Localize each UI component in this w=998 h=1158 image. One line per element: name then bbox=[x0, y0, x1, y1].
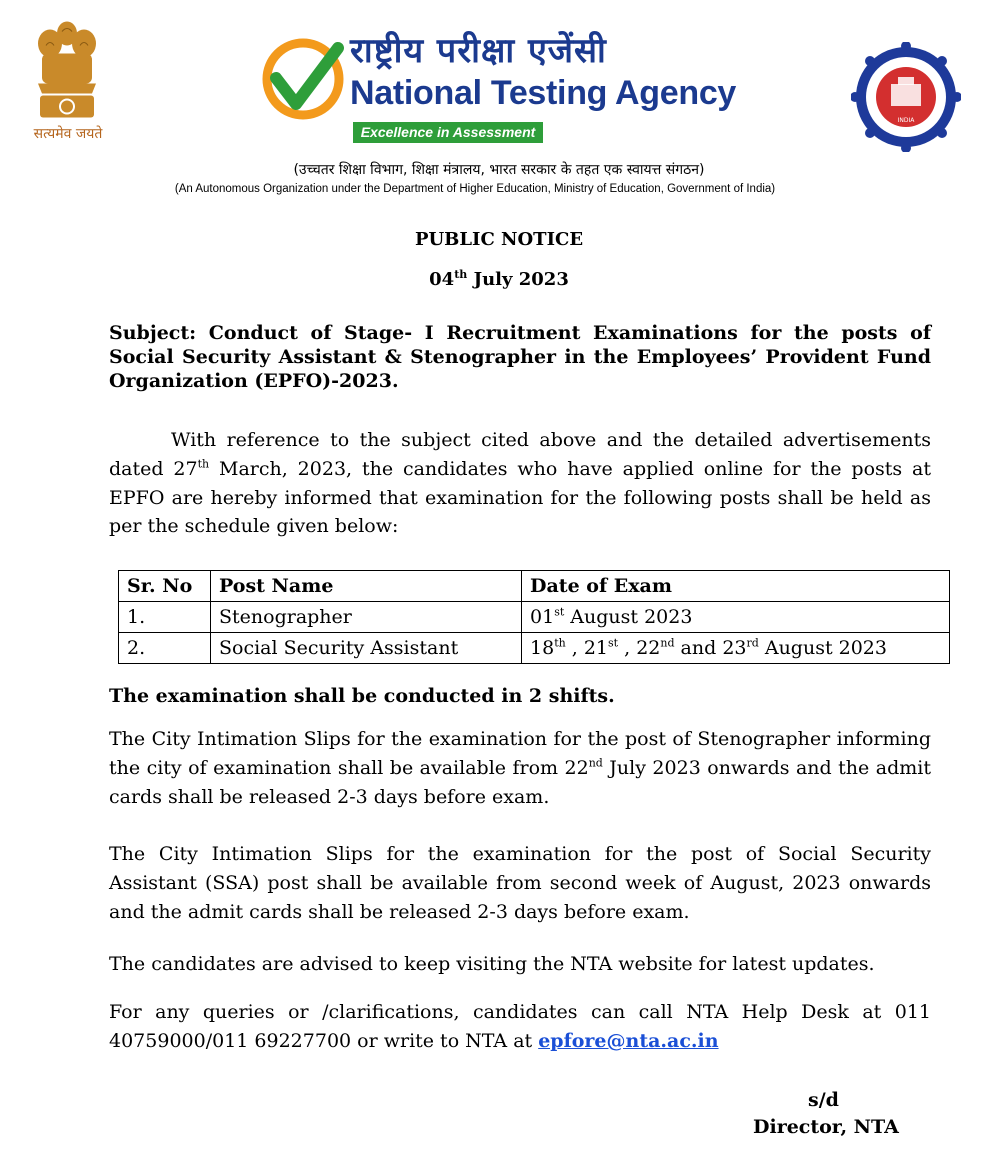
epfo-seal-icon bbox=[851, 42, 961, 152]
notice-subject: Subject: Conduct of Stage- I Recruitment Examinations for the posts of Social Security Assistant & Stenographer in the Employees’ Provident Fund Organization (EPFO)-2023. bbox=[109, 322, 931, 392]
notice-date: 04th July 2023 bbox=[429, 268, 569, 290]
table-row bbox=[119, 602, 950, 633]
table-row bbox=[119, 633, 950, 664]
epfo-seal-text: INDIA bbox=[897, 117, 915, 124]
signature-sd: s/d bbox=[808, 1089, 839, 1111]
exam-schedule-table bbox=[118, 570, 950, 664]
email-link[interactable]: epfore@nta.ac.in bbox=[538, 1029, 719, 1052]
cell-exam-date: 01st August 2023 bbox=[522, 602, 950, 633]
agency-name: National Testing Agency bbox=[350, 74, 737, 112]
advisory-paragraph: The candidates are advised to keep visiting the NTA website for latest updates. bbox=[109, 953, 875, 975]
cell-post-name: Social Security Assistant bbox=[211, 633, 522, 664]
emblem-motto: सत्यमेव जयते bbox=[33, 126, 103, 142]
cell-sr-no: 1. bbox=[119, 602, 211, 633]
cell-post-name: Stenographer bbox=[211, 602, 522, 633]
header-date-of-exam: Date of Exam bbox=[522, 571, 950, 602]
nta-checkmark-logo-icon bbox=[262, 38, 344, 120]
ashoka-emblem-icon bbox=[22, 8, 112, 143]
header-subtitle-hindi: (उच्चतर शिक्षा विभाग, शिक्षा मंत्रालय, भारत सरकार के तहत एक स्वायत्त संगठन) bbox=[293, 162, 705, 178]
cell-sr-no: 2. bbox=[119, 633, 211, 664]
intro-paragraph: With reference to the subject cited above and the detailed advertisements dated 27th March, 2023, the candidates who have applied online for the posts at EPFO are hereby informed that examination for the following posts shall be held as per the schedule given below: bbox=[109, 429, 931, 538]
ssa-paragraph: The City Intimation Slips for the examination for the post of Social Security Assistant (SSA) post shall be available from second week of August, 2023 onwards and the admit cards shall be released 2-3 days before exam. bbox=[109, 843, 931, 923]
header-subtitle-english: (An Autonomous Organization under the Department of Higher Education, Ministry of Education, Government of India) bbox=[174, 183, 776, 195]
table-header-row bbox=[119, 571, 950, 602]
agency-name-hindi: राष्ट्रीय परीक्षा एजेंसी bbox=[350, 31, 607, 71]
stenographer-paragraph: The City Intimation Slips for the examination for the post of Stenographer informing the city of examination shall be available from 22nd July 2023 onwards and the admit cards shall be released 2-3 days before exam. bbox=[109, 728, 931, 808]
header-sr-no: Sr. No bbox=[119, 571, 211, 602]
shifts-note: The examination shall be conducted in 2 shifts. bbox=[109, 685, 615, 707]
header-post-name: Post Name bbox=[211, 571, 522, 602]
cell-exam-date: 18th , 21st , 22nd and 23rd August 2023 bbox=[522, 633, 950, 664]
notice-title: PUBLIC NOTICE bbox=[414, 229, 584, 250]
signature-designation: Director, NTA bbox=[753, 1116, 899, 1138]
agency-tagline: Excellence in Assessment bbox=[353, 122, 543, 143]
queries-paragraph: For any queries or /clarifications, candidates can call NTA Help Desk at 011 40759000/011 69227700 or write to NTA at epfore@nta.ac.in bbox=[109, 1001, 931, 1052]
